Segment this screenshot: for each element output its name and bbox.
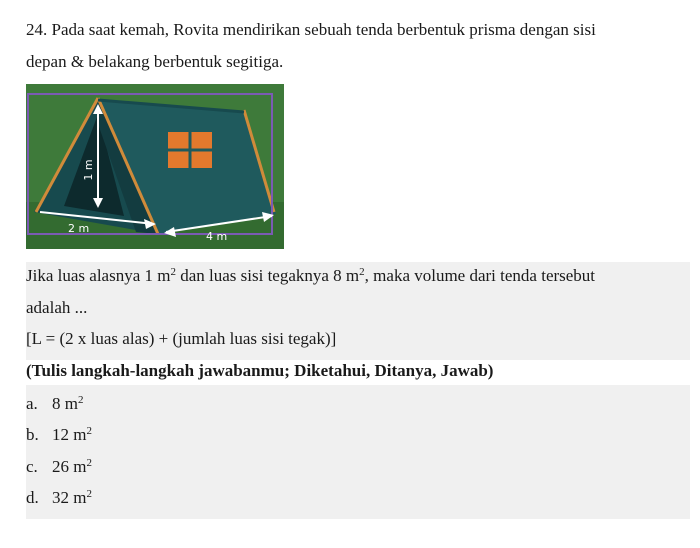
option-letter: a. xyxy=(26,394,38,413)
instruction-text: (Tulis langkah-langkah jawabanmu; Diketahui, Ditanya, Jawab) xyxy=(26,361,494,380)
option-d[interactable]: d. 32 $m^2$ xyxy=(26,488,92,507)
option-value: 26 m xyxy=(52,457,87,476)
height-label: 1 m xyxy=(82,159,95,181)
question-text-line-2: depan & belakang berbentuk segitiga. xyxy=(26,52,284,71)
option-value: 32 m xyxy=(52,488,87,507)
question-text-line-1: 24. Pada saat kemah, Rovita mendirikan sebuah tenda berbentuk prisma dengan sisi xyxy=(26,20,596,39)
tent-illustration xyxy=(26,84,284,249)
width-label: 2 m xyxy=(68,222,90,235)
option-a[interactable]: a. 8 $m^2$ xyxy=(26,394,84,413)
option-value: 8 m xyxy=(52,394,78,413)
options-background xyxy=(26,385,690,519)
body-text-line-2: adalah ... xyxy=(26,298,88,317)
formula-text: [L = (2 x luas alas) + (jumlah luas sisi tegak)] xyxy=(26,329,337,348)
option-letter: d. xyxy=(26,488,39,507)
body-text-line-1: Jika luas alasnya 1 $m^2$ dan luas sisi tegaknya 8 $m^2$, maka volume dari tenda tersebut xyxy=(26,266,596,285)
option-letter: b. xyxy=(26,425,39,444)
option-letter: c. xyxy=(26,457,38,476)
option-c[interactable]: c. 26 $m^2$ xyxy=(26,457,92,476)
option-b[interactable]: b. 12 $m^2$ xyxy=(26,425,92,444)
length-label: 4 m xyxy=(206,230,228,243)
option-value: 12 m xyxy=(52,425,87,444)
